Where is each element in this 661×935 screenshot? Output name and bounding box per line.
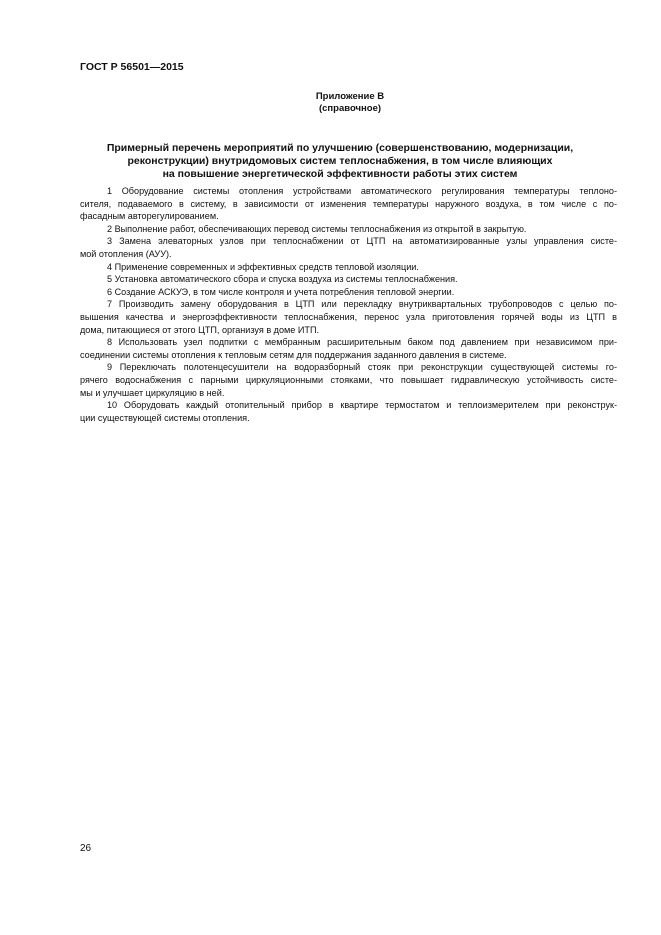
list-item [80, 336, 617, 361]
list-item-line: мой отопления (АУУ). [80, 248, 172, 259]
list-item-line: 5 Установка автоматического сбора и спуска воздуха из системы теплоснабжения. [107, 274, 458, 285]
list-item-line: 4 Применение современных и эффективных средств тепловой изоляции. [107, 261, 419, 272]
list-item [80, 286, 617, 299]
list-item-line: сителя, подаваемого в систему, в зависимости от изменения температуры наружного воздуха, в том числе с по- [80, 198, 617, 209]
list-item [80, 361, 617, 399]
list-item-line: ции существующей системы отопления. [80, 412, 250, 423]
section-heading-line: Примерный перечень мероприятий по улучшению (совершенствованию, модернизации, [106, 142, 574, 154]
list-item-line: 1 Оборудование системы отопления устройствами автоматического регулирования температуры теплоно- [107, 186, 617, 196]
list-item [80, 399, 617, 424]
list-item-line: дома, питающиеся от этого ЦТП, организуя в доме ИТП. [80, 324, 320, 335]
list-item [80, 185, 617, 223]
list-item-line: 2 Выполнение работ, обеспечивающих перевод системы теплоснабжения из открытой в закрытую. [107, 223, 527, 234]
section-heading-line: на повышение энергетической эффективности работы этих систем [162, 168, 518, 180]
list-item [80, 261, 617, 274]
appendix-title: Приложение В [315, 91, 385, 102]
list-item-line: 6 Создание АСКУЭ, в том числе контроля и учета потребления тепловой энергии. [107, 286, 455, 297]
list-item-line: 3 Замена элеваторных узлов при теплоснабжении от ЦТП на автоматизированные узлы управления систе- [107, 236, 617, 247]
list-item-line: 10 Оборудовать каждый отопительный прибор в квартире термостатом и теплоизмерителем при реконструк- [107, 400, 617, 411]
list-item-line: 7 Производить замену оборудования в ЦТП или перекладку внутриквартальных трубопроводов с целью по- [107, 299, 617, 310]
list-item [80, 298, 617, 336]
list-item-line: рячего водоснабжения с парными циркуляционными стояками, что повышает гидравлическую устойчивость систе- [80, 374, 617, 385]
list-item [80, 223, 617, 236]
list-item [80, 235, 617, 260]
list-item [80, 273, 617, 286]
page-number: 26 [80, 843, 92, 854]
measures-list [80, 185, 617, 424]
list-item-line: вышения качества и энергоэффективности теплоснабжения, перенос узла приготовления горячей воды из ЦТП в [80, 311, 617, 322]
list-item-line: мы и улучшает циркуляцию в ней. [80, 387, 225, 398]
list-item-line: 9 Переключать полотенцесушители на водоразборный стояк при реконструкции существующей системы го- [107, 362, 617, 373]
list-item-line: фасадным авторегулированием. [80, 211, 219, 222]
appendix-subtitle: (справочное) [318, 103, 382, 114]
list-item-line: соединении системы отопления к тепловым сетям для поддержания заданного давления в системе. [80, 349, 507, 360]
section-heading-line: реконструкции) внутридомовых систем теплоснабжения, в том числе влияющих [127, 155, 553, 167]
list-item-line: 8 Использовать узел подпитки с мембранным расширительным баком под давлением при независимом при- [107, 337, 617, 348]
document-code: ГОСТ Р 56501—2015 [80, 61, 184, 73]
